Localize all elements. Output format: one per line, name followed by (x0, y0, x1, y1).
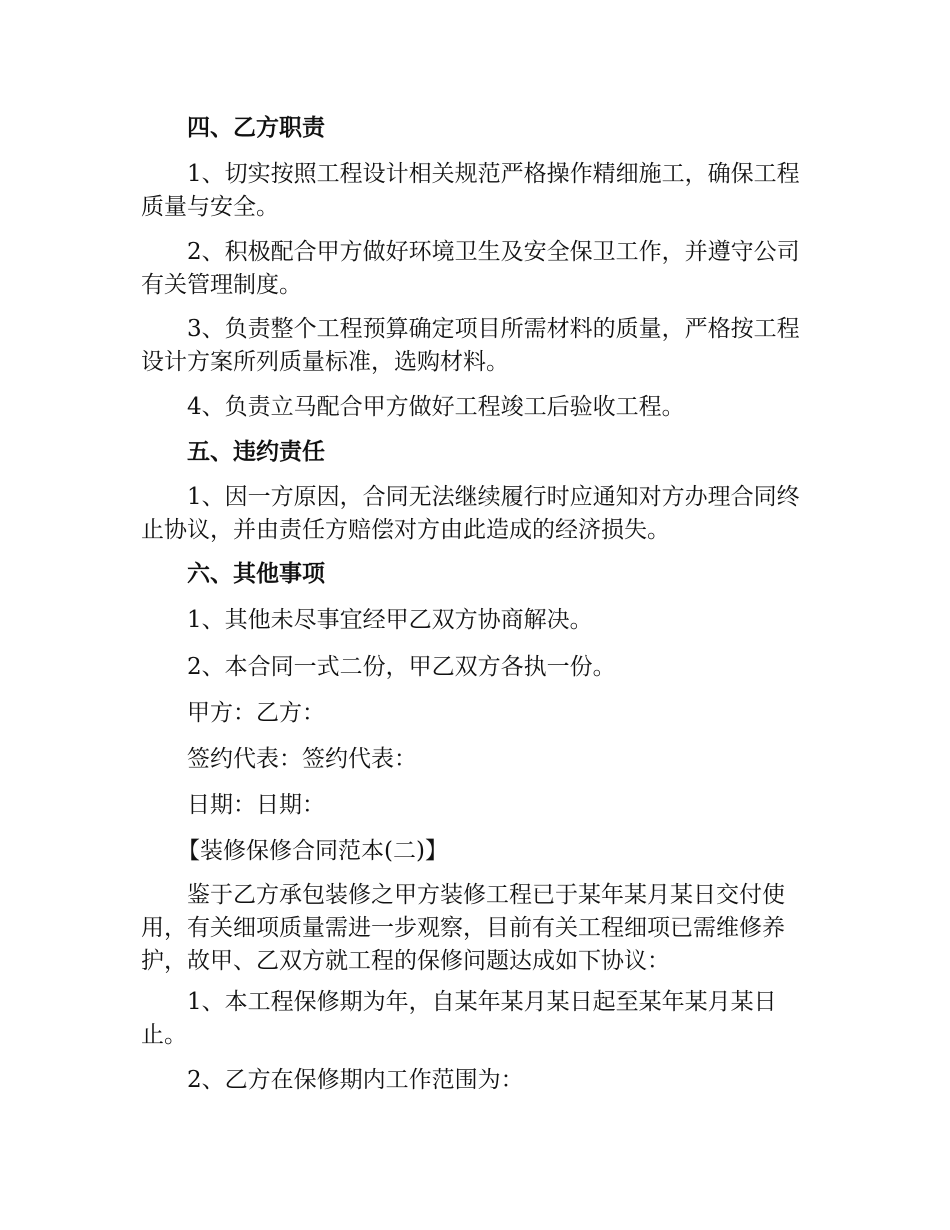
representative-line: 签约代表：签约代表： (187, 746, 417, 772)
paragraph: 2、积极配合甲方做好环境卫生及安全保卫工作，并遵守公司有关管理制度。 (141, 239, 800, 298)
date-line: 日期：日期： (187, 792, 325, 818)
section-heading-5: 五、违约责任 (187, 439, 325, 465)
paragraph: 1、其他未尽事宜经甲乙双方协商解决。 (187, 607, 593, 633)
paragraph: 1、因一方原因，合同无法继续履行时应通知对方办理合同终止协议，并由责任方赔偿对方由此造成的经济损失。 (141, 484, 800, 543)
paragraph: 4、负责立马配合甲方做好工程竣工后验收工程。 (187, 394, 685, 420)
section-heading-6: 六、其他事项 (187, 561, 325, 587)
paragraph: 鉴于乙方承包装修之甲方装修工程已于某年某月某日交付使用，有关细项质量需进一步观察，目前有关工程细项已需维修养护，故甲、乙双方就工程的保修问题达成如下协议： (141, 882, 785, 974)
paragraph: 3、负责整个工程预算确定项目所需材料的质量，严格按工程设计方案所列质量标准，选购材料。 (141, 316, 800, 375)
paragraph: 1、切实按照工程设计相关规范严格操作精细施工，确保工程质量与安全。 (141, 161, 800, 220)
paragraph: 1、本工程保修期为年，自某年某月某日起至某年某月某日止。 (141, 989, 777, 1048)
paragraph: 2、乙方在保修期内工作范围为： (187, 1067, 524, 1093)
paragraph: 2、本合同一式二份，甲乙双方各执一份。 (187, 654, 616, 680)
party-line: 甲方：乙方： (187, 700, 325, 726)
section-heading-4: 四、乙方职责 (187, 115, 325, 141)
contract-title: 【装修保修合同范本(二)】 (177, 838, 448, 864)
